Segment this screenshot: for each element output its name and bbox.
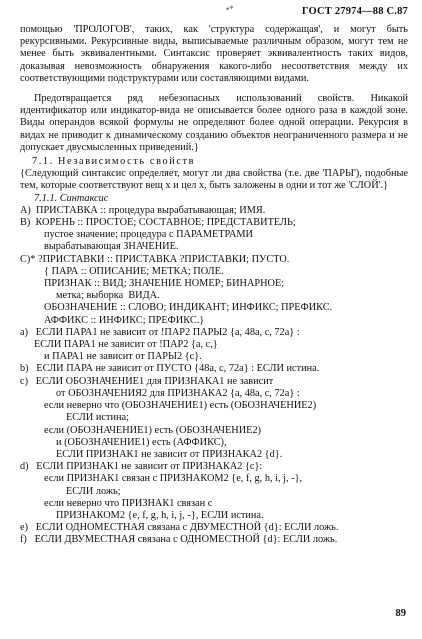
syntax-rule-line: c) ЕСЛИ ОБОЗНАЧЕНИЕ1 для ПРИЗНАКА1 не зависит [20, 375, 274, 387]
section-intro: {Следующий синтаксис определяет, могут ли два свойства (т.е. две 'ПАРЫ'), подобные тем, которые соответствуют вещ x и цел x, быть заложены в одни и тот же 'СЛОЙ'.} [20, 168, 408, 192]
syntax-rule-line: если ПРИЗНАК1 связан с ПРИЗНАКОМ2 {e, f, g, h, i, j, -}, [44, 473, 303, 485]
syntax-rule-line: и (ОБОЗНАЧЕНИЕ1) есть (АФФИКС), [56, 436, 227, 448]
section-heading: 7.1. Независимость свойств [32, 156, 196, 168]
syntax-rule-line: ОБОЗНАЧЕНИЕ :: СЛОВО; ИНДИКАНТ; ИНФИКС; ПРЕФИКС. [44, 302, 333, 314]
syntax-rule-line: если (ОБОЗНАЧЕНИЕ1) есть (ОБОЗНАЧЕНИЕ2) [44, 424, 262, 436]
syntax-rule-line: если неверно что (ОБОЗНАЧЕНИЕ1) есть (ОБОЗНАЧЕНИЕ2) [44, 400, 317, 412]
syntax-rule-line: B) КОРЕНЬ :: ПРОСТОЕ; СОСТАВНОЕ; ПРЕДСТАВИТЕЛЬ; [20, 217, 296, 229]
syntax-rule-line: если неверно что ПРИЗНАК1 связан с [44, 497, 213, 509]
syntax-rule-line: A) ПРИСТАВКА :: процедура вырабатывающая; ИМЯ. [20, 204, 266, 216]
syntax-rule-line: ЕСЛИ ложь; [66, 485, 121, 497]
syntax-rule-line: e) ЕСЛИ ОДНОМЕСТНАЯ связана с ДВУМЕСТНОЙ {d}: ЕСЛИ ложь. [20, 522, 339, 534]
syntax-rule-line: пустое значение; процедура с ПАРАМЕТРАМИ [44, 229, 253, 241]
syntax-rule-line: C)* ?ПРИСТАВКИ :: ПРИСТАВКА ?ПРИСТАВКИ; ПУСТО. [20, 253, 290, 265]
syntax-rule-line: ЕСЛИ ПАРА1 не зависит от !ПАР2 {a, c,} [34, 339, 218, 351]
subsection-heading: 7.1.1. Синтаксис [34, 192, 109, 204]
syntax-rule-line: ЕСЛИ истина; [66, 412, 129, 424]
syntax-rule-line: d) ЕСЛИ ПРИЗНАК1 не зависит от ПРИЗНАКА2 {c}: [20, 461, 263, 473]
syntax-rules [20, 205, 408, 547]
page-header: ГОСТ 27974—88 С.87 [301, 6, 408, 17]
syntax-rule-line: ЕСЛИ ПРИЗНАК1 не зависит от ПРИЗНАКА2 {d}. [56, 448, 283, 460]
syntax-rule-line: и ПАРА1 не зависит от ПАРЫ2 {c}. [44, 351, 202, 363]
document-body [20, 24, 408, 547]
syntax-rule-line: АФФИКС :: ИНФИКС; ПРЕФИКС.} [44, 314, 205, 326]
syntax-rule-line: { ПАРА :: ОПИСАНИЕ; МЕТКА; ПОЛЕ. [44, 265, 224, 277]
page-number: 89 [395, 608, 406, 619]
syntax-rule-line: ПРИЗНАК :: ВИД; ЗНАЧЕНИЕ НОМЕР; БИНАРНОЕ; [44, 278, 285, 290]
syntax-rule-line: от ОБОЗНАЧЕНИЯ2 для ПРИЗНАКА2 {a, 48a, c, 72a} : [56, 387, 300, 399]
syntax-rule-line: вырабатывающая ЗНАЧЕНИЕ. [44, 241, 179, 253]
paragraph-1: помощью 'ПРОЛОГОВ', таких, как 'структура содержащая', и могут быть рекурсивными. Рекурсивные виды, выписываемые различным образом, могут тем не менее быть эквивалентными. Синтаксис проверяет эквивалентность таких видов, доказывая невозможность обнаружения какого-либо несоответствия между их соответствующими подструктурами или составляющими видами. [20, 24, 408, 84]
paragraph-2: Предотвращается ряд небезопасных использований свойств. Никакой идентификатор или индикатор-вида не описывается более одного раза в каждой зоне. Виды операндов всякой формулы не определяют более одной операции. Рекурсия в видах не приводит к динамическому созданию объектов неограниченного размера и не допускает двусмысленных приведений.} [20, 93, 408, 153]
syntax-rule-line: b) ЕСЛИ ПАРА не зависит от ПУСТО {48a, c, 72a} : ЕСЛИ истина. [20, 363, 320, 375]
syntax-rule-line: метка; выборка ВИДА. [56, 290, 160, 302]
syntax-rule-line: f) ЕСЛИ ДВУМЕСТНАЯ связана с ОДНОМЕСТНОЙ {d}: ЕСЛИ ложь. [20, 534, 338, 546]
syntax-rule-line: ПРИЗНАКОМ2 {e, f, g, h, i, j, -}, ЕСЛИ истина. [56, 509, 264, 521]
header-mark: •* [226, 4, 234, 14]
syntax-rule-line: a) ЕСЛИ ПАРА1 не зависит от !ПАР2 ПАРЫ2 {a, 48a, c, 72a} : [20, 326, 300, 338]
